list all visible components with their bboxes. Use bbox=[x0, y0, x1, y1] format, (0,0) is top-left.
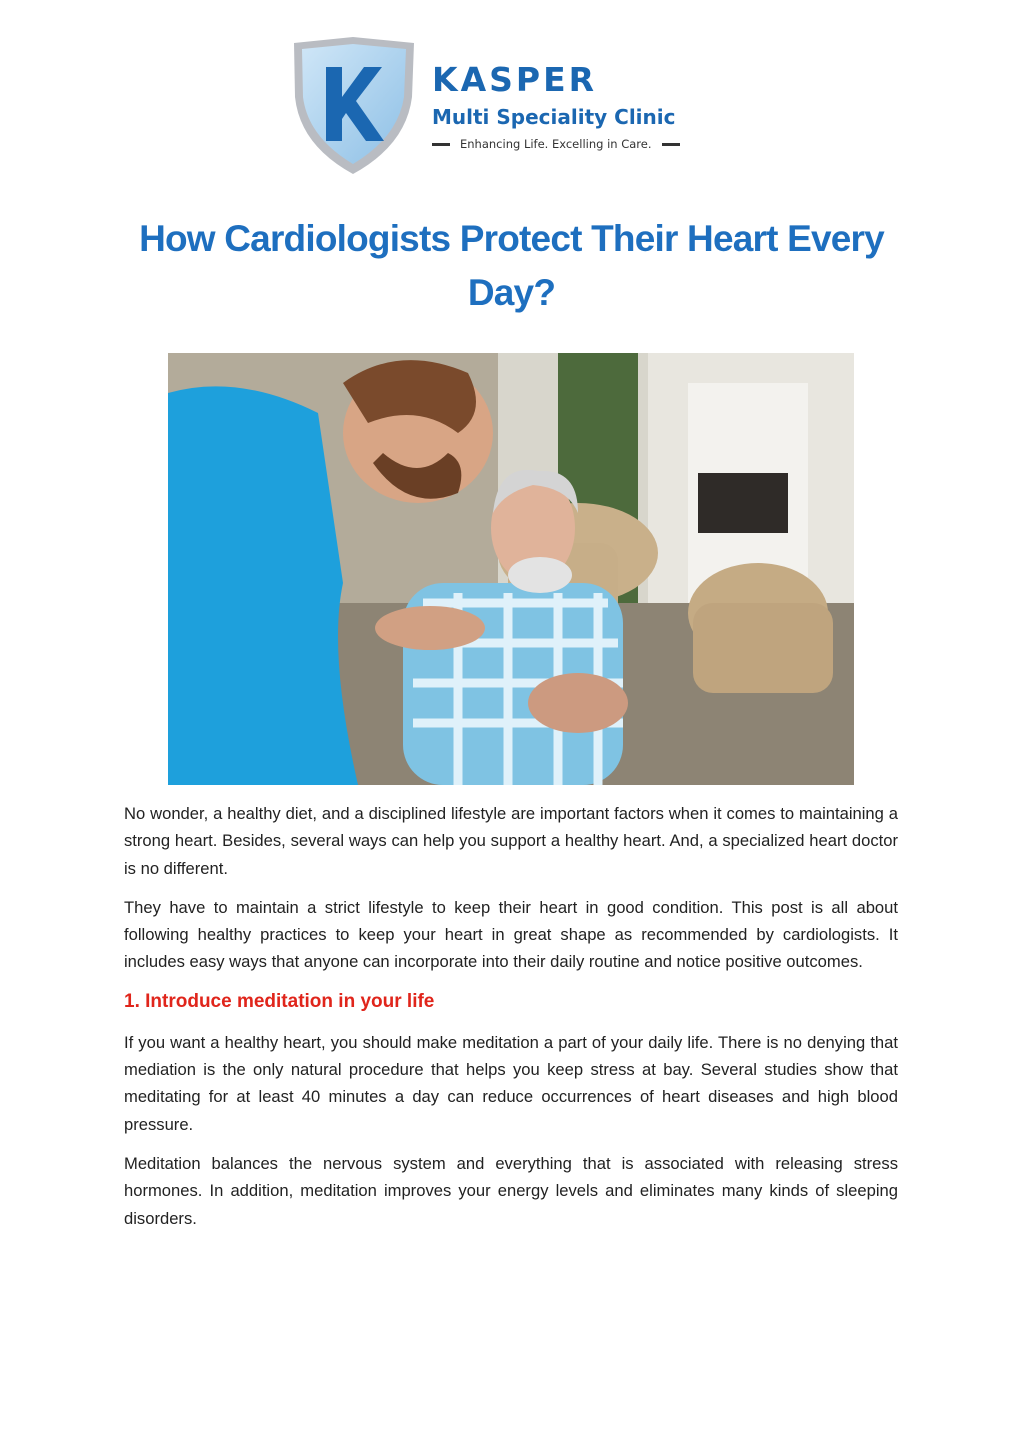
section-paragraph: If you want a healthy heart, you should make meditation a part of your daily life. There is no denying that mediation is the only natural procedure that helps you keep stress at bay. Several studies show that meditating for at least 40 minutes a day can reduce occurrences of heart diseases and high blood pressure. bbox=[124, 1032, 898, 1134]
brand-tagline bbox=[432, 137, 716, 151]
clinic-logo bbox=[286, 37, 726, 177]
tagline-dash-left bbox=[432, 143, 450, 146]
brand-subtitle: Multi Speciality Clinic bbox=[432, 105, 676, 129]
intro-paragraph: They have to maintain a strict lifestyle to keep their heart in good condition. This post is all about following healthy practices to keep your heart in great shape as recommended by cardiologists. It includes easy ways that anyone can incorporate into their daily routine and notice positive outcomes. bbox=[124, 897, 898, 972]
article-title: How Cardiologists Protect Their Heart Every Day? bbox=[139, 218, 884, 313]
tagline-text: Enhancing Life. Excelling in Care. bbox=[460, 137, 652, 151]
tagline-dash-right bbox=[662, 143, 680, 146]
section-heading: 1. Introduce meditation in your life bbox=[124, 990, 435, 1012]
hero-illustration bbox=[168, 353, 854, 785]
intro-paragraph: No wonder, a healthy diet, and a disciplined lifestyle are important factors when it comes to maintaining a strong heart. Besides, several ways can help you support a healthy heart. And, a specialized heart doctor is no different. bbox=[124, 804, 898, 878]
section-paragraph: Meditation balances the nervous system and everything that is associated with releasing stress hormones. In addition, meditation improves your energy levels and eliminates many kinds of sleeping disorders. bbox=[124, 1153, 898, 1228]
article-body bbox=[124, 800, 898, 1244]
shield-logo-icon bbox=[286, 37, 421, 175]
hero-image bbox=[168, 353, 854, 785]
brand-name: KASPER bbox=[432, 60, 598, 99]
